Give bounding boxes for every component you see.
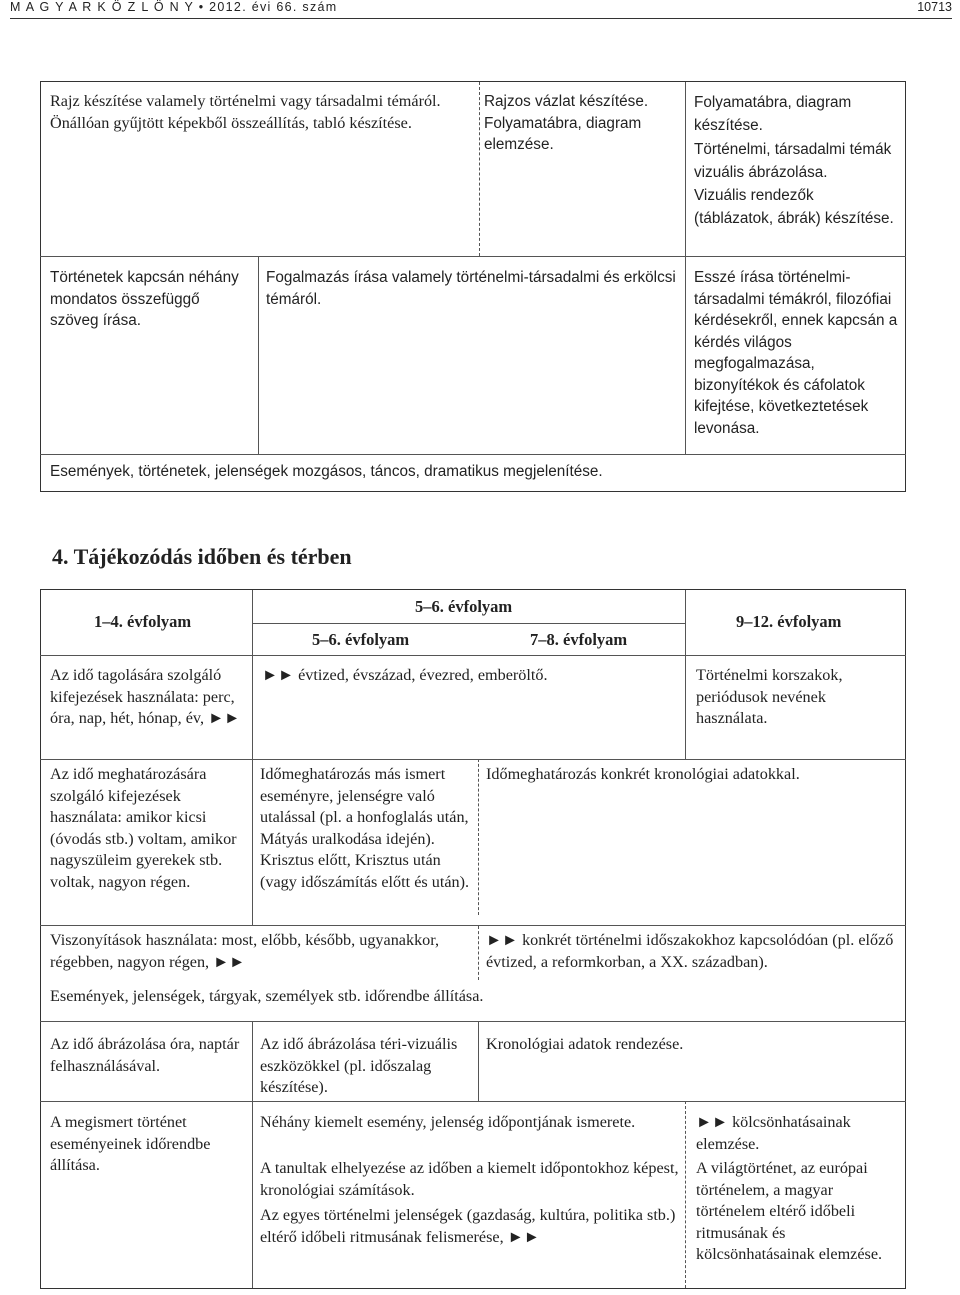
table-2-cell: Történelmi korszakok, periódusok nevének használata.: [696, 666, 843, 727]
header-grade-1-4: 1–4. évfolyam: [94, 612, 192, 631]
table-2-cell: Események, jelenségek, tárgyak, személyek stb. időrendbe állítása.: [50, 987, 484, 1005]
table-1-cell: Történetek kapcsán néhány mondatos összefüggő szöveg írása.: [50, 269, 239, 329]
table-1-cell: Esszé írása történelmi-társadalmi témákról, filozófiai kérdésekről, ennek kapcsán a kérdés világos megfogalmazása, bizonyítékok és cáfolatok kifejtése, következtetések levonása.: [694, 269, 898, 437]
table-2-cell: Kronológiai adatok rendezése.: [486, 1035, 684, 1053]
header-grade-9-12: 9–12. évfolyam: [736, 612, 842, 631]
header-grade-5-6-group: 5–6. évfolyam: [415, 597, 513, 616]
table-2-cell: ►► kölcsönhatásainak elemzése.: [696, 1113, 851, 1153]
table-2-divider: [40, 759, 906, 760]
table-1-divider: [479, 82, 480, 256]
table-2-divider: [40, 1021, 906, 1022]
header-grade-7-8: 7–8. évfolyam: [530, 630, 628, 649]
table-2-divider: [685, 590, 686, 759]
page-header: [10, 0, 952, 19]
table-2-cell: Az idő ábrázolása óra, naptár felhasználásával.: [50, 1035, 240, 1075]
table-1-cell: Fogalmazás írása valamely történelmi-társadalmi és erkölcsi témáról.: [266, 269, 676, 308]
table-2-cell: Időmeghatározás konkrét kronológiai adatokkal.: [486, 765, 800, 783]
table-2-cell: Az egyes történelmi jelenségek (gazdaság, kultúra, politika stb.) eltérő időbeli ritmusának felismerése, ►►: [260, 1206, 676, 1246]
table-2-cell: ►► konkrét történelmi időszakokhoz kapcsolódóan (pl. előző évtized, a reformkorban, a XX. században).: [486, 931, 894, 971]
table-1-cell: Rajzos vázlat készítése. Folyamatábra, diagram elemzése.: [484, 93, 649, 153]
table-2-cell: Az idő ábrázolása téri-vizuális eszközökkel (pl. időszalag készítése).: [260, 1035, 458, 1096]
table-2-divider: [252, 590, 253, 925]
table-2-divider: [40, 925, 906, 926]
section-title: 4. Tájékozódás időben és térben: [52, 544, 352, 569]
table-1-cell: Események, történetek, jelenségek mozgásos, táncos, dramatikus megjelenítése.: [50, 463, 603, 480]
table-2-cell: A világtörténet, az európai történelem, a magyar történelem eltérő időbeli ritmusának és kölcsönhatásainak elemzése.: [696, 1159, 883, 1263]
table-2-divider: [40, 655, 906, 656]
table-2-divider: [252, 623, 685, 624]
table-2-divider: [478, 759, 479, 915]
table-2-divider: [40, 1101, 906, 1102]
table-1-cell: Rajz készítése valamely történelmi vagy társadalmi témáról. Önállóan gyűjtött képekből összeállítás, tabló készítése.: [50, 92, 441, 132]
table-1-cell: Folyamatábra, diagram készítése. Történelmi, társadalmi témák vizuális ábrázolása. Vizuális rendezők (táblázatok, ábrák) készítése.: [694, 94, 894, 228]
journal-title: M A G Y A R K Ö Z L Ö N Y • 2012. évi 66. szám: [10, 0, 338, 14]
page-number: 10713: [917, 0, 952, 14]
table-2-cell: Időmeghatározás más ismert eseményre, jelenségre való utalással (pl. a honfoglalás után, Mátyás uralkodása idején). Krisztus előtt, Krisztus után (vagy időszámítás előtt és után).: [260, 765, 470, 891]
table-2-divider: [478, 1021, 479, 1101]
table-1-divider: [40, 256, 906, 257]
table-2-cell: Az idő meghatározására szolgáló kifejezések használata: amikor kicsi (óvodás stb.) voltam, amikor nagyszüleim gyerekek stb. voltak, nagyon régen.: [50, 765, 237, 891]
table-2-cell: Viszonyítások használata: most, előbb, később, ugyanakkor, régebben, nagyon régen, ►►: [50, 931, 440, 971]
table-2-cell: Néhány kiemelt esemény, jelenség időpontjának ismerete.: [260, 1113, 636, 1131]
table-2-cell: ►► évtized, évszázad, évezred, emberöltő.: [262, 666, 548, 684]
table-2-divider: [685, 1101, 686, 1288]
table-2-cell: A megismert történet eseményeinek időrendbe állítása.: [50, 1113, 211, 1174]
header-grade-5-6: 5–6. évfolyam: [312, 630, 410, 649]
table-1-divider: [685, 82, 686, 454]
table-2-cell: A tanultak elhelyezése az időben a kiemelt időpontokhoz képest, kronológiai számítások.: [260, 1159, 679, 1199]
table-2-divider: [252, 1021, 253, 1288]
table-2-cell: Az idő tagolására szolgáló kifejezések használata: perc, óra, nap, hét, hónap, év, ►►: [50, 666, 241, 727]
table-1-divider: [40, 454, 906, 455]
table-2-divider: [478, 926, 479, 980]
table-1-divider: [258, 256, 259, 454]
